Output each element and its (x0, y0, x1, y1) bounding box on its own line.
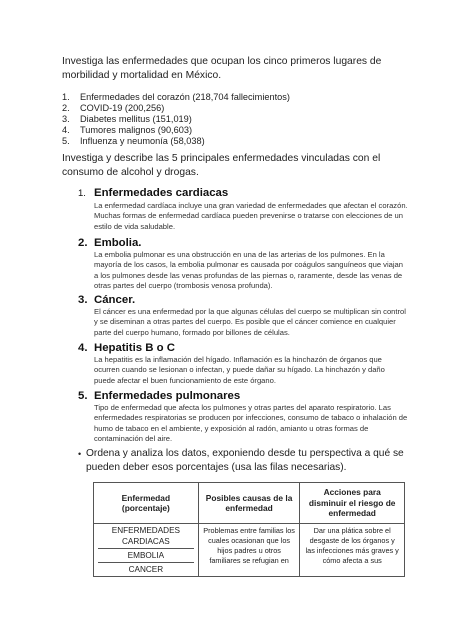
list-text: Enfermedades del corazón (218,704 fallecimientos) (80, 92, 290, 102)
header-disease: Enfermedad (porcentaje) (94, 483, 199, 524)
disease-number: 4. (78, 342, 88, 354)
disease-section (78, 293, 408, 338)
disease-description: La hepatitis es la inflamación del hígado. Inflamación es la hinchazón de órganos que ocurren cuando se lesionan o infectan, y puede dañar su hígado. La hinchazón y daño puede afectar el buen funcionamiento de este órgano. (94, 355, 385, 385)
disease-title: Hepatitis B o C (94, 342, 176, 354)
causes-cell: Problemas entre familias los cuales ocasionan que los hijos padres u otros familiares se refugian en (198, 524, 300, 577)
list-text: Influenza y neumonía (58,038) (80, 136, 205, 146)
table-header-row (94, 483, 405, 524)
analysis-table (93, 482, 405, 577)
list-text: COVID-19 (200,256) (80, 103, 165, 113)
header-causes: Posibles causas de la enfermedad (198, 483, 300, 524)
disease-name: CANCER (128, 565, 164, 574)
intro-question-2: Investiga y describe las 5 principales enfermedades vinculadas con el consumo de alcohol y drogas. (62, 153, 381, 178)
list-number: 5. (62, 136, 70, 146)
disease-title: Enfermedades pulmonares (94, 390, 241, 402)
intro-question-1: Investiga las enfermedades que ocupan los cinco primeros lugares de morbilidad y mortalidad en México. (62, 56, 382, 81)
list-item (62, 114, 290, 125)
disease-heading (78, 236, 408, 250)
list-text: Tumores malignos (90,603) (80, 125, 192, 135)
disease-section (78, 236, 408, 291)
list-number: 1. (62, 92, 70, 102)
disease-name: EMBOLIA (98, 549, 194, 563)
list-number: 3. (62, 114, 70, 124)
list-item (62, 125, 290, 136)
list-number: 2. (62, 103, 70, 113)
disease-section (78, 186, 408, 232)
instruction-bullet (78, 447, 418, 475)
disease-title: Enfermedades cardiacas (94, 187, 229, 199)
bullet-glyph: • (78, 449, 82, 459)
disease-name: ENFERMEDADES CARDIACAS (98, 524, 194, 549)
disease-title: Cáncer. (94, 294, 136, 306)
disease-number: 1. (78, 188, 86, 199)
list-number: 4. (62, 125, 70, 135)
disease-description: La enfermedad cardíaca incluye una gran variedad de enfermedades que afectan el corazón. Muchas formas de enfermedad cardíaca pueden prevenirse o tratarse con elecciones de un estilo de vida saludable. (94, 201, 408, 231)
instruction-text: Ordena y analiza los datos, exponiendo desde tu perspectiva a qué se pueden deber esos porcentajes (usa las filas necesarias). (86, 448, 404, 473)
disease-description: El cáncer es una enfermedad por la que algunas células del cuerpo se multiplican sin control y se diseminan a otras partes del cuerpo. Es posible que el cáncer comience en cualquier parte del cuerpo humano, formado por billones de células. (94, 307, 406, 337)
disease-description: La embolia pulmonar es una obstrucción en una de las arterias de los pulmones. En la mayoría de los casos, la embolia pulmonar es causada por coágulos sanguíneos que viajan a los pulmones desde las venas profundas de las piernas o, raramente, desde las venas de otras partes del cuerpo (trombosis venosa profunda). (94, 250, 404, 290)
disease-number: 5. (78, 390, 88, 402)
list-text: Diabetes mellitus (151,019) (80, 114, 192, 124)
disease-number: 3. (78, 294, 88, 306)
actions-cell: Dar una plática sobre el desgaste de los órganos y las infecciones más graves y cómo afecta a sus (300, 524, 405, 577)
list-item (62, 92, 290, 103)
list-item (62, 136, 290, 147)
disease-cell (94, 524, 199, 577)
disease-heading (78, 186, 408, 201)
top-causes-list (62, 92, 290, 147)
disease-section (78, 389, 408, 444)
disease-heading (78, 293, 408, 307)
disease-title: Embolia. (94, 237, 142, 249)
disease-heading (78, 389, 408, 403)
disease-section (78, 341, 408, 386)
list-item (62, 103, 290, 114)
header-actions: Acciones para disminuir el riesgo de enfermedad (300, 483, 405, 524)
disease-heading (78, 341, 408, 355)
table-row (94, 524, 405, 577)
disease-number: 2. (78, 237, 88, 249)
disease-description: Tipo de enfermedad que afecta los pulmones y otras partes del aparato respiratorio. Las enfermedades respiratorias se producen por infecciones, consumo de tabaco o inhalación de humo de tabaco en el ambiente, y exposición al radón, amianto u otras formas de contaminación del aire. (94, 403, 408, 443)
